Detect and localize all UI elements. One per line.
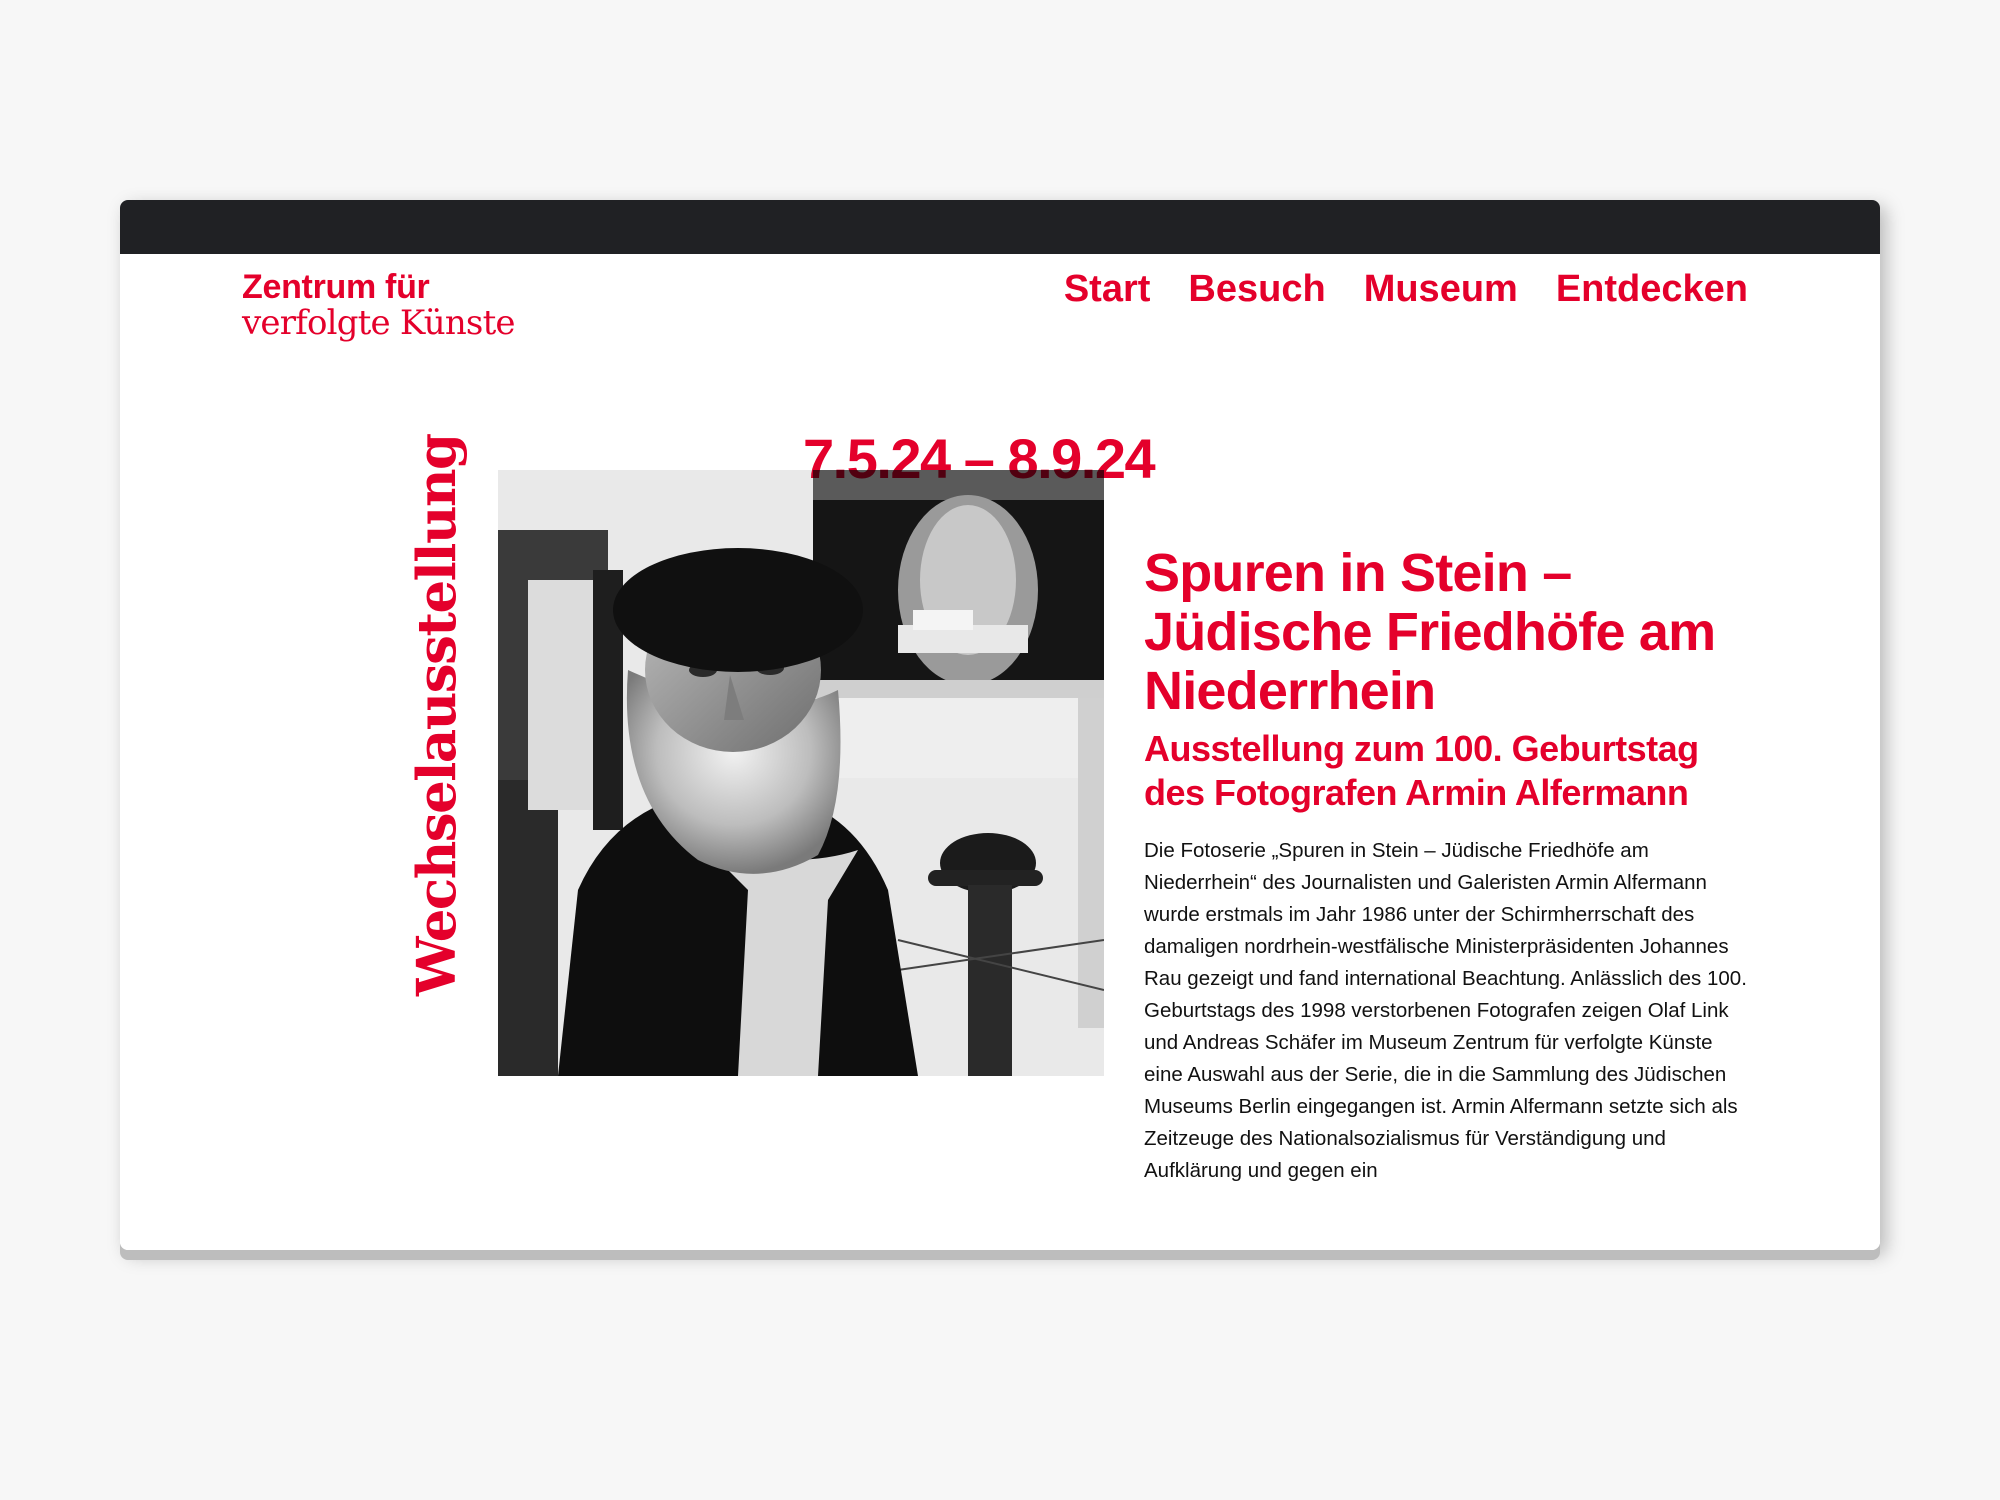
page-viewport[interactable] bbox=[120, 254, 1880, 1250]
exhibition-dates: 7.5.24 – 8.9.24 bbox=[803, 427, 1155, 490]
nav-item-entdecken[interactable]: Entdecken bbox=[1555, 268, 1748, 310]
main-navigation bbox=[1064, 268, 1748, 311]
exhibition-description: Die Fotoserie „Spuren in Stein – Jüdische Friedhöfe am Niederrhein“ des Journalisten und Galeristen Armin Alfermann wurde erstmals im Jahr 1986 unter der Schirmherrschaft des damaligen nordrhein-westfälische Ministerpräsidenten Johannes Rau gezeigt und fand international Beachtung. Anlässlich des 100. Geburtstags des 1998 verstorbenen Fotografen zeigen Olaf Link und Andreas Schäfer im Museum Zentrum für verfolgte Künste eine Auswahl aus der Serie, die in die Sammlung des Jüdischen Museums Berlin eingegangen ist. Armin Alfermann setzte sich als Zeitzeuge des Nationalsozialismus für Verständigung und Aufklärung und gegen ein bbox=[1144, 839, 1747, 1182]
nav-item-start[interactable]: Start bbox=[1063, 268, 1151, 310]
photographer-portrait-image bbox=[498, 470, 1104, 1076]
nav-item-museum[interactable]: Museum bbox=[1363, 268, 1518, 310]
logo-line-2: verfolgte Künste bbox=[242, 302, 515, 343]
exhibition-category-label: Wechselausstellung bbox=[406, 434, 468, 996]
logo-line-1: Zentrum für bbox=[242, 268, 430, 306]
exhibition-subtitle: Ausstellung zum 100. Geburtstag des Fotografen Armin Alfermann bbox=[1144, 728, 1699, 813]
browser-window bbox=[120, 200, 1880, 1250]
exhibition-content bbox=[1144, 544, 1764, 1187]
site-logo[interactable] bbox=[242, 270, 515, 341]
nav-item-besuch[interactable]: Besuch bbox=[1188, 268, 1326, 310]
exhibition-title: Spuren in Stein – Jüdische Friedhöfe am Niederrhein bbox=[1144, 543, 1716, 721]
browser-title-bar bbox=[120, 200, 1880, 254]
portrait-photo-graphic bbox=[498, 470, 1104, 1076]
